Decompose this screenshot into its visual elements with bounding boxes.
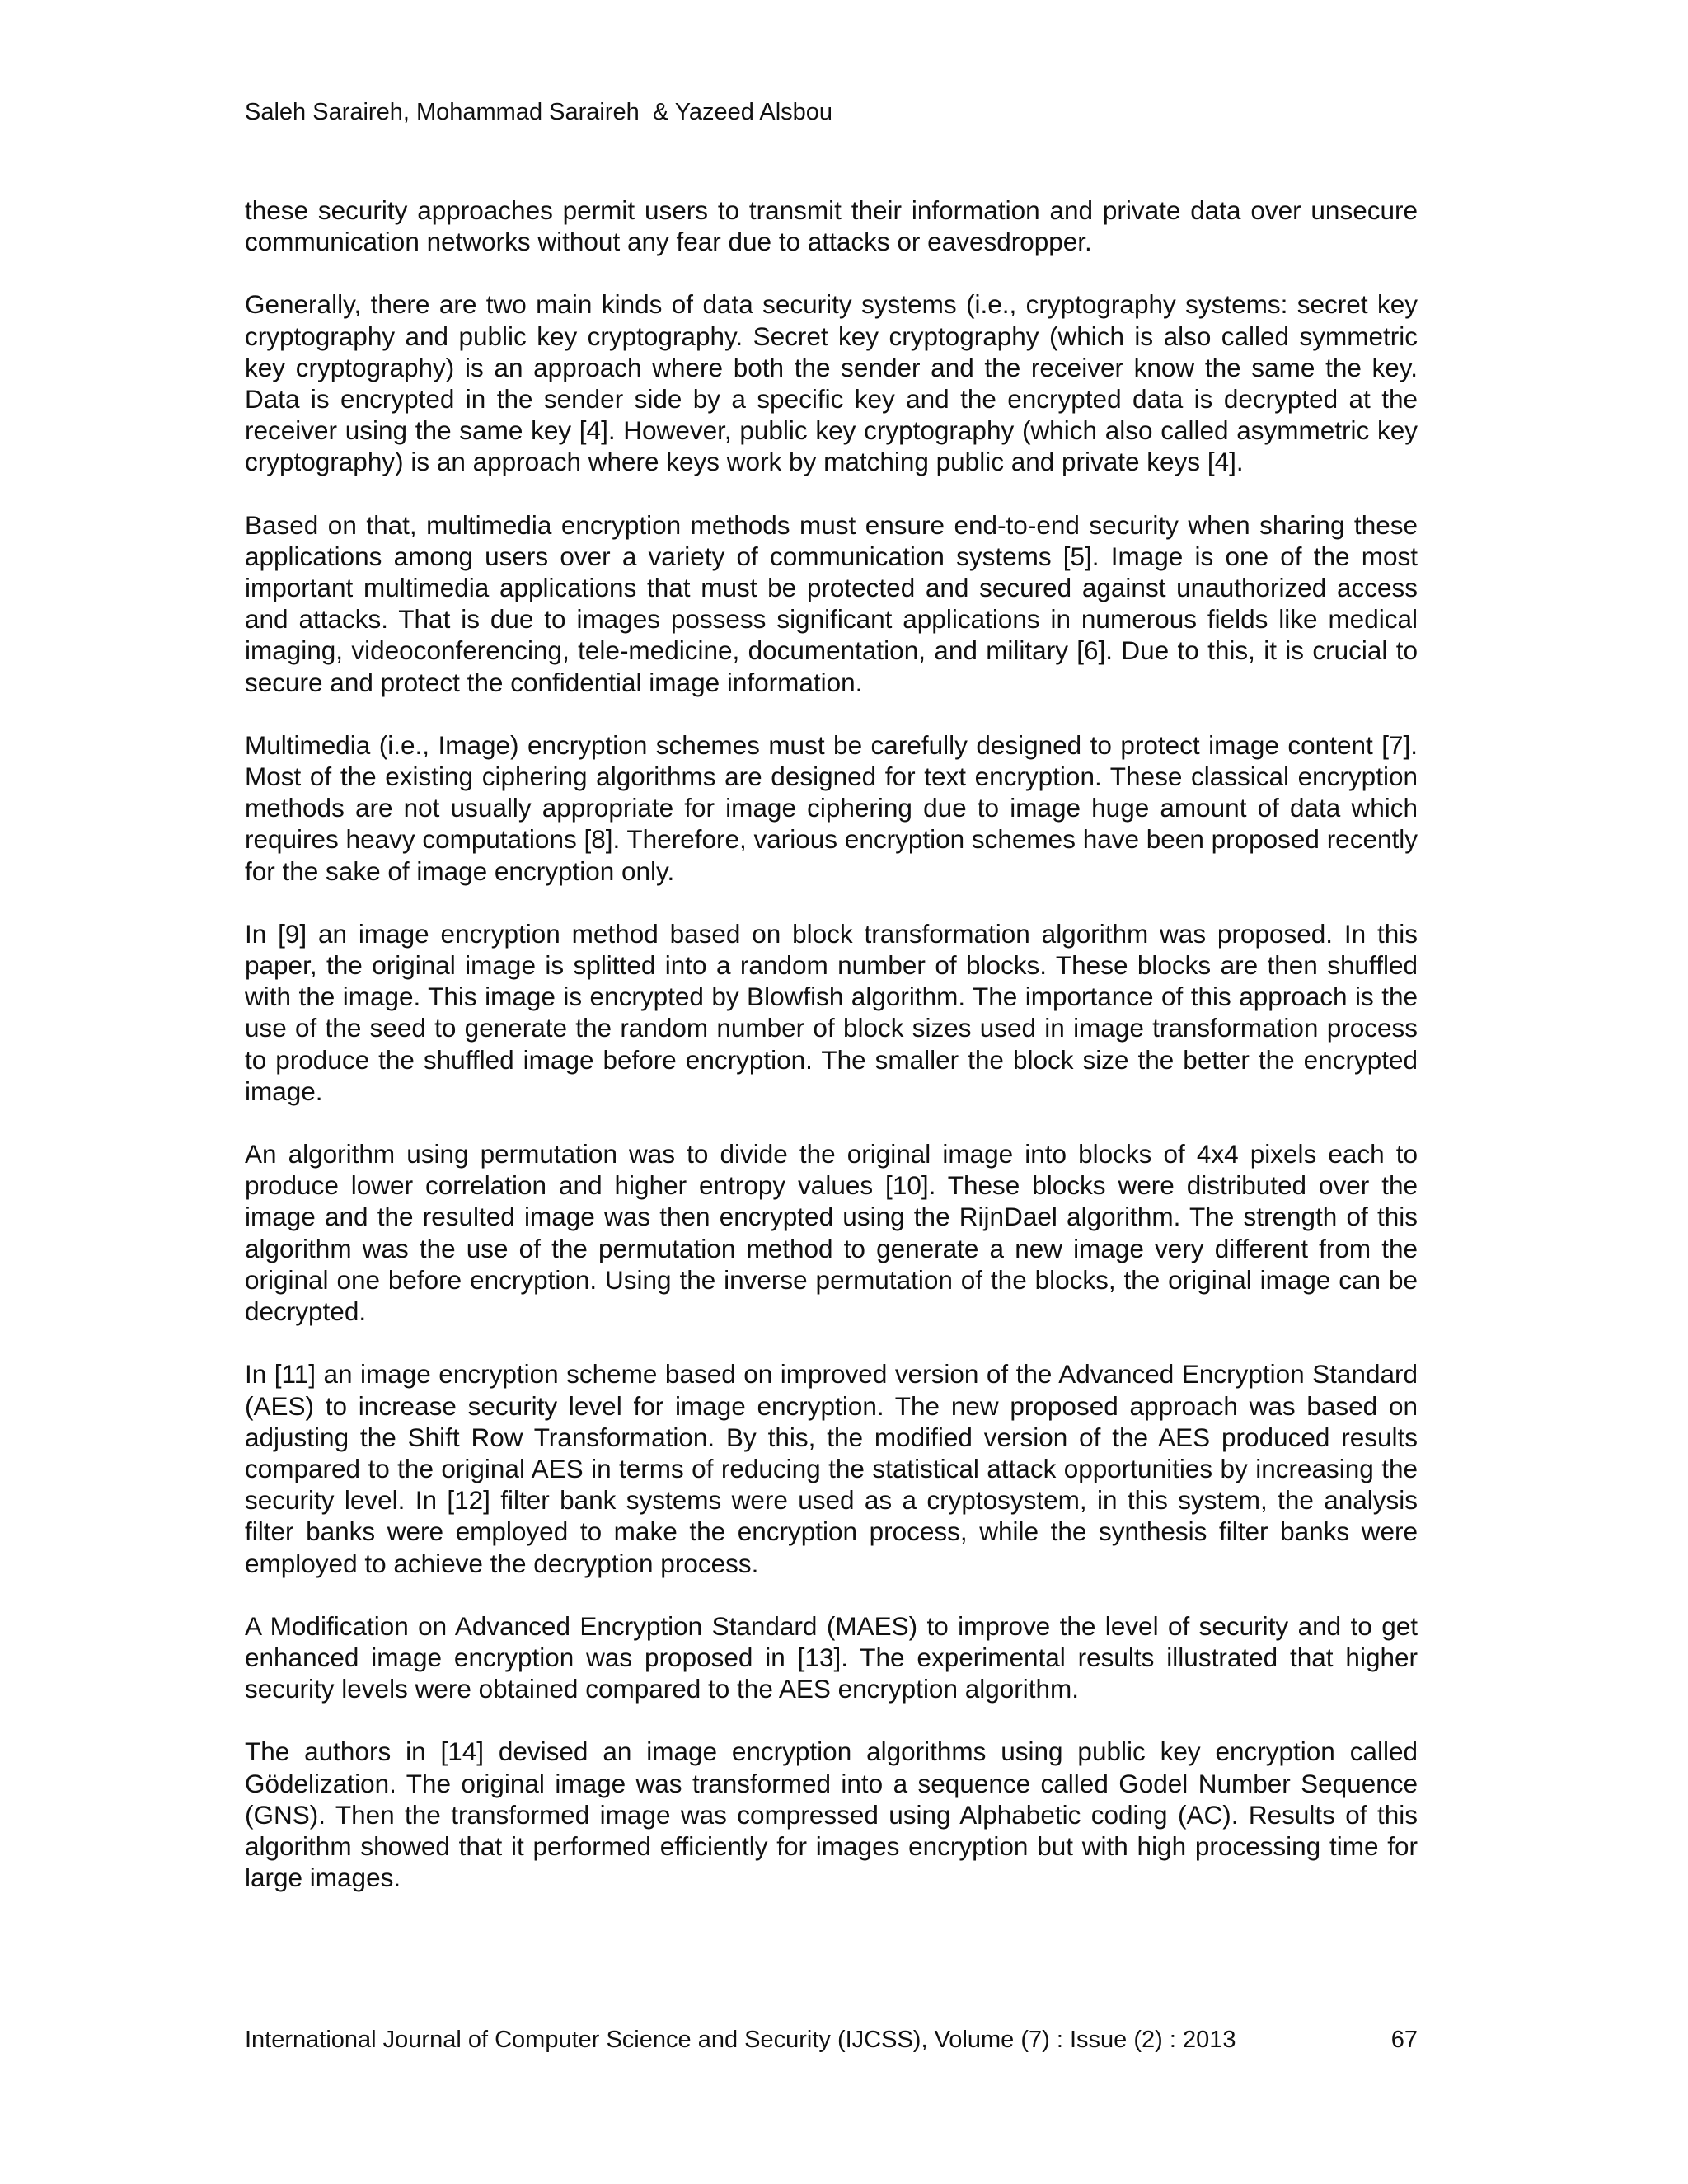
paragraph-image-encryption-schemes: Multimedia (i.e., Image) encryption schemes must be carefully designed to protect image content [7]. Most of the existing ciphering algorithms are designed for text encryption. These classical encryption methods are not usually appropriate for image ciphering due to image huge amount of data which requires heavy computations [8]. Therefore, various encryption schemes have been proposed recently for the sake of image encryption only. <box>245 729 1418 886</box>
footer-journal-citation: International Journal of Computer Science and Security (IJCSS), Volume (7) : Issue (2) : 2013 <box>245 2027 1236 2053</box>
paragraph-block-transformation: In [9] an image encryption method based on block transformation algorithm was proposed. In this paper, the original image is splitted into a random number of blocks. These blocks are then shuffled with the image. This image is encrypted by Blowfish algorithm. The importance of this approach is the use of the seed to generate the random number of block sizes used in image transformation process to produce the shuffled image before encryption. The smaller the block size the better the encrypted image. <box>245 918 1418 1106</box>
paragraph-multimedia-encryption: Based on that, multimedia encryption methods must ensure end-to-end security when sharing these applications among users over a variety of communication systems [5]. Image is one of the most important multimedia applications that must be protected and secured against unauthorized access and attacks. That is due to images possess significant applications in numerous fields like medical imaging, videoconferencing, tele-medicine, documentation, and military [6]. Due to this, it is crucial to secure and protect the confidential image information. <box>245 509 1418 697</box>
paragraph-permutation-algorithm: An algorithm using permutation was to divide the original image into blocks of 4x4 pixels each to produce lower correlation and higher entropy values [10]. These blocks were distributed over the image and the resulted image was then encrypted using the RijnDael algorithm. The strength of this algorithm was the use of the permutation method to generate a new image very different from the original one before encryption. Using the inverse permutation of the blocks, the original image can be decrypted. <box>245 1139 1418 1327</box>
paragraph-maes: A Modification on Advanced Encryption Standard (MAES) to improve the level of security and to get enhanced image encryption was proposed in [13]. The experimental results illustrated that higher security levels were obtained compared to the AES encryption algorithm. <box>245 1610 1418 1704</box>
running-header-authors: Saleh Saraireh, Mohammad Saraireh & Yazeed Alsbou <box>245 99 833 125</box>
paragraph-godelization: The authors in [14] devised an image encryption algorithms using public key encryption called Gödelization. The original image was transformed into a sequence called Godel Number Sequence (GNS). Then the transformed image was compressed using Alphabetic coding (AC). Results of this algorithm showed that it performed efficiently for images encryption but with high processing time for large images. <box>245 1736 1418 1893</box>
paragraph-improved-aes: In [11] an image encryption scheme based on improved version of the Advanced Encryption Standard (AES) to increase security level for image encryption. The new proposed approach was based on adjusting the Shift Row Transformation. By this, the modified version of the AES produced results compared to the original AES in terms of reducing the statistical attack opportunities by increasing the security level. In [12] filter bank systems were used as a cryptosystem, in this system, the analysis filter banks were employed to make the encryption process, while the synthesis filter banks were employed to achieve the decryption process. <box>245 1359 1418 1578</box>
page-number: 67 <box>1390 2027 1418 2053</box>
paragraph-continuation: these security approaches permit users to transmit their information and private data over unsecure communication networks without any fear due to attacks or eavesdropper. <box>245 195 1418 257</box>
body-text <box>245 194 1418 1924</box>
paragraph-data-security-systems: Generally, there are two main kinds of data security systems (i.e., cryptography systems: secret key cryptography and public key cryptography. Secret key cryptography (which is also called symmetric key cryptography) is an approach where both the sender and the receiver know the same the key. Data is encrypted in the sender side by a specific key and the encrypted data is decrypted at the receiver using the same key [4]. However, public key cryptography (which also called asymmetric key cryptography) is an approach where keys work by matching public and private keys [4]. <box>245 289 1418 477</box>
